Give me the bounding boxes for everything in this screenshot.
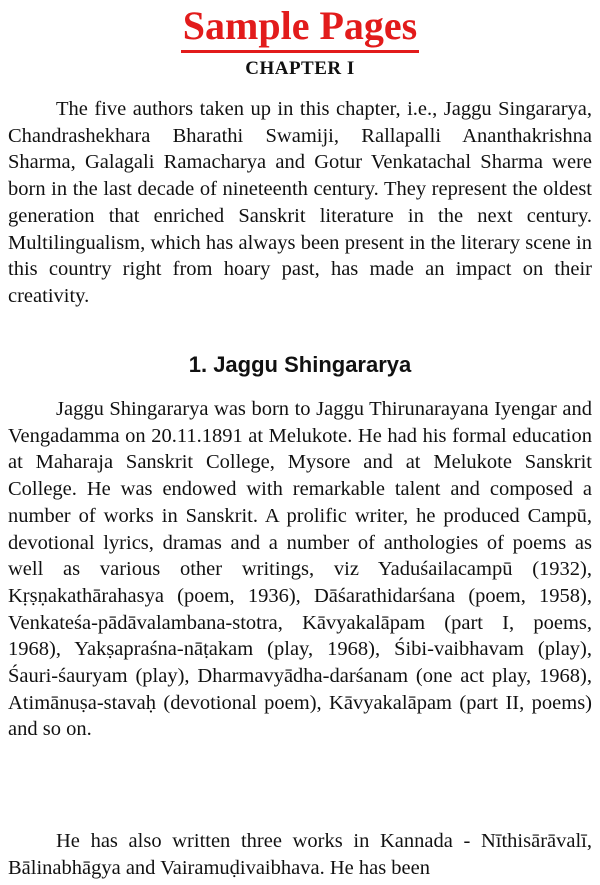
sample-pages-banner [0,0,600,53]
sample-pages-title: Sample Pages [181,2,419,53]
chapter-heading: CHAPTER I [245,58,355,79]
section-paragraph-2: He has also written three works in Kannada - Nīthisārāvalī, Bālinabhāgya and Vairamuḍivaibhava. He has been [8,830,592,879]
intro-paragraph: The five authors taken up in this chapter, i.e., Jaggu Singararya, Chandrashekhara Bharathi Swamiji, Rallapalli Ananthakrishna Sharma, Galagali Ramacharya and Gotur Venkatachal Sharma were born in the last decade of nineteenth century. They represent the oldest generation that enriched Sanskrit literature in the next century. Multilingualism, which has always been present in the literary scene in this country right from hoary past, has made an impact on their creativity. [8,98,592,307]
section-paragraph-1: Jaggu Shingararya was born to Jaggu Thirunarayana Iyengar and Vengadamma on 20.11.1891 at Melukote. He had his formal education at Maharaja Sanskrit College, Mysore and at Melukote Sanskrit College. He was endowed with remarkable talent and composed a number of works in Sanskrit. A prolific writer, he produced Campū, devotional lyrics, dramas and a number of anthologies of poems as well as various other writings, viz Yaduśailacampū (1932), Kṛṣṇakathārahasya (poem, 1936), Dāśarathidarśana (poem, 1958), Venkateśa-pādāvalambana-stotra, Kāvyakalāpam (part I, poems, 1968), Yakṣapraśna-nāṭakam (play, 1968), Śibi-vaibhavam (play), Śauri-śauryam (play), Dharmavyādha-darśanam (one act play, 1968), Atimānuṣa-stavaḥ (devotional poem), Kāvyakalāpam (part II, poems) and so on. [8,398,592,741]
section-heading: 1. Jaggu Shingararya [188,352,412,377]
